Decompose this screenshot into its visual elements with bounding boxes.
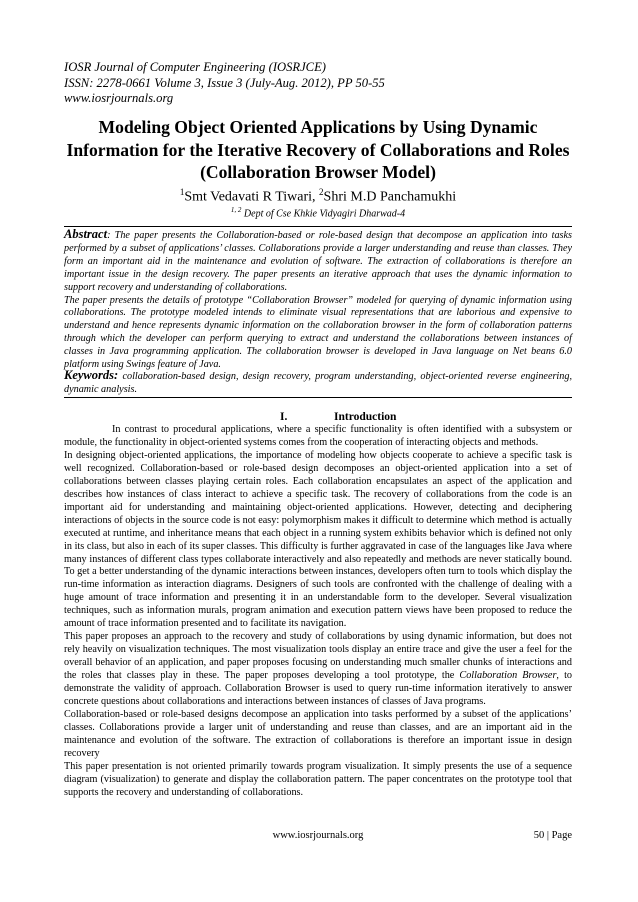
section-heading [280,410,420,424]
author-2: Shri M.D Panchamukhi [323,189,457,205]
abstract [64,228,572,372]
body-paragraph-3a: This paper proposes an approach to the recovery and study of collaborations by using dynamic information, but does not rely heavily on visualization techniques. The most visualization tools display an entire trace and give the user a feel for the overall behavior of an application, and paper proposes focusing on understanding much smaller chunks of interactions and the roles that classes play in these. The paper proposes developing a tool prototype, the [64,631,572,682]
abstract-text-1: : The paper presents the Collaboration-based or role-based design that decompose an application into tasks performed by a subset of applications’ classes. Collaborations provide a larger understanding and reuse than classes. They form an important aid in the maintenance and evolution of software. The extraction of collaborations is therefore an important issue in the design recovery. The paper presents an iterative approach that uses the dynamic information to support recovery and understanding of collaborations. [64,230,572,293]
body-paragraph-3 [64,631,572,709]
abstract-paragraph-2: The paper presents the details of prototype “Collaboration Browser” modeled for querying of dynamic information using collaborations. The prototype modeled intends to eliminate visual representations that are laborious and expensive to understand and hence represents dynamic information on the collaboration browser in the form of collaboration patterns through which the developer can perform querying to extract and understand the collaborations between instances of classes in Java programming application. The collaboration browser is developed in Java language on Net beans 6.0 platform using Swings feature of Java. [64,294,572,371]
author-1: Smt Vedavati R Tiwari, [184,189,320,205]
body-paragraph-1: In contrast to procedural applications, where a specific functionality is often identified with a subsystem or module, the functionality in object-oriented systems comes from the cooperation of interacting objects and methods. [64,424,572,448]
page-footer [64,829,572,843]
journal-name: IOSR Journal of Computer Engineering (IOSRJCE) [64,60,326,74]
affiliation [64,204,572,220]
body-text [64,424,572,800]
abstract-label: Abstract [64,227,108,241]
author-2-sup: 2 [319,187,324,197]
keywords-text: collaboration-based design, design recovery, program understanding, object-oriented reverse engineering, dynamic analysis. [64,371,572,395]
affiliation-sup: 1, 2 [230,206,242,214]
affiliation-text: Dept of Cse Khkie Vidyagiri Dharwad-4 [241,208,406,220]
footer-url[interactable]: www.iosrjournals.org [272,830,364,841]
section-number: I. [280,411,288,423]
body-paragraph-3b: , to demonstrate the validity of approach. Collaboration Browser is used to query run-time information iteratively to answer concrete questions about collaborations and interactions between instances of classes of Java programs. [64,670,572,708]
author-list [64,184,572,206]
keywords-label: Keywords: [64,368,119,382]
keywords [64,369,572,397]
abstract-bottom-rule [64,397,572,398]
journal-header [64,60,584,107]
body-paragraph-4: Collaboration-based or role-based designs decompose an application into tasks performed by a subset of the applications’ classes. Collaborations provide a larger unit of understanding and reuse than classes, and are an important aid in the maintenance and evolution of the software. The extraction of collaborations is therefore an important issue in design recovery [64,708,572,759]
abstract-paragraph-1 [64,228,572,295]
footer-page-number: 50 | Page [533,830,572,841]
body-paragraph-2: In designing object-oriented applications, the importance of modeling how objects cooperate to achieve a specific task is well recognized. Collaboration-based or role-based design decomposes an object-oriented application into a set of collaborations between classes playing certain roles. Each collaboration encapsulates an aspect of the application and describes how instances of class interact to achieve a specific task. The recovery of collaborations from the code is an important aid for understanding and maintaining object-oriented applications. However, detecting and deciphering interactions of objects in the source code is not easy: polymorphism makes it difficult to determine which method is actually executed at runtime, and inheritance means that each object in a running system exhibits behavior which is defined not only in its class, but also in each of its super classes. This difficulty is further aggravated in case of the languages like Java where many instances of different class types collaborate interactively and also repeatedly and methods are never statically bound. To get a better understanding of the dynamic interactions between instances, developers often turn to tools which display the run-time information as interaction diagrams. Designers of such tools are confronted with the challenge of dealing with a huge amount of trace information and presenting it in an understandable form to the developer. Several visualization techniques, such as information murals, program animation and execution pattern views have been proposed to reduce the amount of trace information presented and to facilitate its navigation. [64,449,572,630]
journal-website[interactable]: www.iosrjournals.org [64,91,174,105]
journal-issn: ISSN: 2278-0661 Volume 3, Issue 3 (July-Aug. 2012), PP 50-55 [64,75,385,90]
section-title: Introduction [334,411,397,423]
paper-title: Modeling Object Oriented Applications by Using Dynamic Information for the Iterative Recovery of Collaborations and Roles (Collaboration Browser Model) [66,117,570,182]
abstract-top-rule [64,226,572,227]
body-emphasis: Collaboration Browser [459,670,557,682]
body-paragraph-5: This paper presentation is not oriented primarily towards program visualization. It simply presents the use of a sequence diagram (visualization) to generate and display the collaboration pattern. The paper concentrates on the prototype tool that supports the recovery and understanding of collaborations. [64,760,572,798]
author-1-sup: 1 [179,187,185,197]
